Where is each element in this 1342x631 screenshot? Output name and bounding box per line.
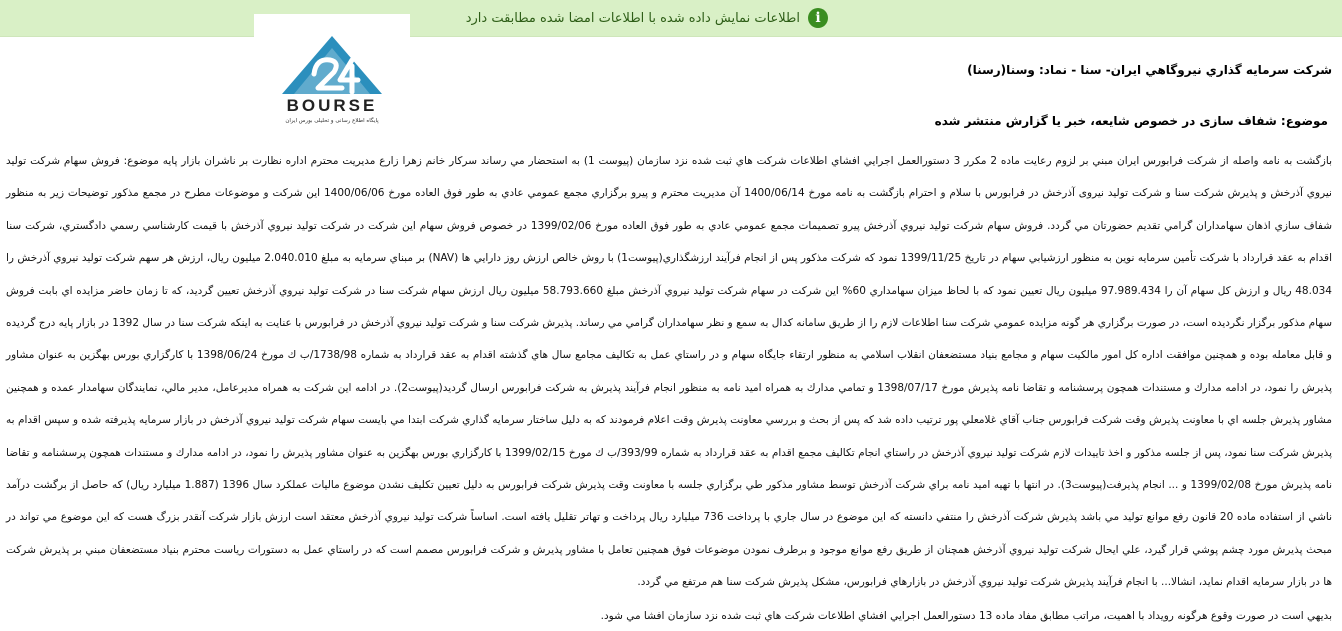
- logo-text: BOURSE: [286, 96, 378, 115]
- info-icon: i: [808, 8, 828, 28]
- bourse-logo-graphic: [254, 14, 410, 126]
- banner-text: اطلاعات نمايش داده شده با اطلاعات امضا شده مطابقت دارد: [465, 10, 800, 26]
- company-title: شرکت سرمايه گذاري نيروگاهي ايران- سنا - نماد: وسنا(رسنا): [967, 63, 1332, 77]
- subject-title: موضوع: شفاف سازی در خصوص شایعه، خبر یا گزارش منتشر شده: [934, 114, 1328, 128]
- logo-subtext: پایگاه اطلاع رسانی و تحلیلی بورس ایران: [285, 118, 379, 124]
- verification-banner: [0, 0, 1342, 37]
- closing-paragraph: بديهي است در صورت وقوع هرگونه رويداد با اهميت، مراتب مطابق مفاد ماده 13 دستورالعمل اجرايي افشاي اطلاعات شركت هاي ثبت شده نزد سازمان افشا مي شود.: [600, 609, 1332, 622]
- bourse-logo: [254, 14, 410, 126]
- banner-content: [466, 8, 828, 28]
- announcement-body: [6, 145, 1332, 631]
- body-paragraph: بازگشت به نامه واصله از شركت فرابورس ايران مبني بر لزوم رعايت ماده 2 مكرر 3 دستورالعمل اجرايي افشاي اطلاعات شركت هاي ثبت شده نزد سازمان (پيوست 1) به استحضار مي رساند سركار خانم زهرا زارع مديريت محترم اداره نظارت بر ناشران بازار پايه موضوع: فروش سهام شركت توليد نيروي آذرخش و پذيرش شرکت سنا و شرکت تولید نیروی آذرخش در فرابورس با سلام و احترام بازگشت به نامه مورخ 1400/06/14 آن مديريت محترم و پيرو برگزاري مجمع عمومي عادي به طور فوق العاده مورخ 1400/06/06 اين شركت و موضوعات مطرح در مجمع مذكور توضيحات زير به منظور شفاف سازي اذهان سهامداران گرامي تقديم حضورتان مي گردد. فروش سهام شركت توليد نيروي آذرخش پيرو تصميمات مجمع عمومي عادي به طور فوق العاده مورخ 1399/02/06 در خصوص فروش سهام اين شركت در شركت توليد نيروي آذرخش با قيمت كارشناسي رسمي دادگستري، شركت سنا اقدام به عقد قرارداد با شركت تأمين سرمايه نوين به منظور ارزشيابي سهام در تاريخ 1399/11/25 نمود كه شركت مذكور پس از انجام فرآيند ارزشگذاري(پيوست1) با روش خالص ارزش روز دارايي ها (NAV) بر مبناي سرمايه به مبلغ 2.040.010 ميليون ريال، ارزش هر سهم شركت توليد نيروي آذرخش را 48.034 ريال و ارزش كل سهام آن را 97.989.434 ميليون ريال تعيين نمود كه با لحاظ ميزان سهامداري 60% اين شركت در سهام شركت توليد نيروي آذرخش مبلغ 58.793.660 ميليون ريال ارزش سهام شركت سنا در شركت توليد نيروي آذرخش تعيين گرديد، كه تا زمان حاضر مزايده اي بابت فروش سهام مذكور برگزار نگرديده است، در صورت برگزاري هر گونه مزايده عمومي شركت سنا اطلاعات لازم را از طريق سامانه كدال به سمع و نظر سهامداران گرامي مي رساند. پذيرش شركت سنا و شركت توليد نيروي آذرخش در فرابورس با عنايت به اينكه شركت سنا در سال 1392 در بازار پايه درج گرديده و قابل معامله بوده و همچنين موافقت اداره كل امور مالكيت سهام و مجامع بنياد مستضعفان انقلاب اسلامي به منظور ارتقاء جايگاه سهام و در راستاي عمل به تكاليف مجامع سال هاي گذشته اقدام به عقد قرارداد به شماره 1738/98/ب ك مورخ 1398/06/24 با كارگزاري بورس بهگزين به عنوان مشاور پذيرش را نمود، در ادامه مدارك و مستندات همچون پرسشنامه و تقاضا نامه پذيرش مورخ 1398/07/17 و تمامي مدارك به همراه اميد نامه به منظور انجام فرآيند پذيرش به شركت فرابورس ارسال گرديد(پيوست2). در ادامه اين شركت به همراه مديرعامل، مدير مالي، نمايندگان سهامدار عمده و همچنين مشاور پذيرش جلسه اي با معاونت پذيرش وقت شركت فرابورس جناب آقاي غلامعلي پور ترتيب داده شد كه پس از بحث و بررسي معاونت پذيرش وقت اعلام فرمودند كه به دليل ساختار سرمايه گذاري شركت ابتدا مي بايست سهام شركت توليد نيروي آذرخش در بازار سرمايه پذيرفته شده و سپس اقدام به پذيرش شركت سنا نمود، پس از جلسه مذكور و اخذ تاييدات لازم شركت توليد نيروي آذرخش در راستاي انجام تكاليف مجمع اقدام به عقد قرارداد به شماره 393/99/ب ك مورخ 1399/02/15 با كارگزاري بورس بهگزين به عنوان مشاور پذيرش را نمود، در ادامه مدارك و مستندات همچون پرسشنامه و تقاضا نامه پذيرش مورخ 1399/02/08 و ... انجام پذيرفت(پيوست3). در انتها با تهيه اميد نامه براي شركت آذرخش توسط مشاور مذكور طي برگزاري جلسه با معاونت وقت پذيرش شركت فرابورس به دليل تعيين تكليف نشدن موضوع ماليات عملكرد سال 1396 (1.887 ميليارد ريال) كه حاصل از برگشت درآمد ناشي از استفاده ماده 20 قانون رفع موانع توليد مي باشد پذيرش شركت آذرخش را منتفي دانسته كه اين موضوع در سال جاري با پرداخت 736 ميليارد ريال پرداخت و تهاتر تقليل يافته است. اساساً شركت توليد نيروي آذرخش معتقد است ارزش بازار شركت آنقدر بزرگ هست كه اين موضوع مي تواند در مبحث پذيرش مورد چشم پوشي قرار گيرد، علي ايحال شركت توليد نيروي آذرخش همچنان از طريق رفع موانع موجود و برطرف نمودن موضوعات فوق همچنين تعامل با مشاور پذيرش و شركت فرابورس مصمم است كه در راستاي عمل به دستورات رياست محترم بنياد مستضعفان مبني بر پذيرش شركت ها در بازار سرمايه اقدام نمايد، انشالا... با انجام فرآيند پذيرش شركت توليد نيروي آذرخش در بازارهاي فرابورس، مشكل پذيرش شركت سنا هم مرتفع مي گردد.: [6, 155, 1333, 589]
